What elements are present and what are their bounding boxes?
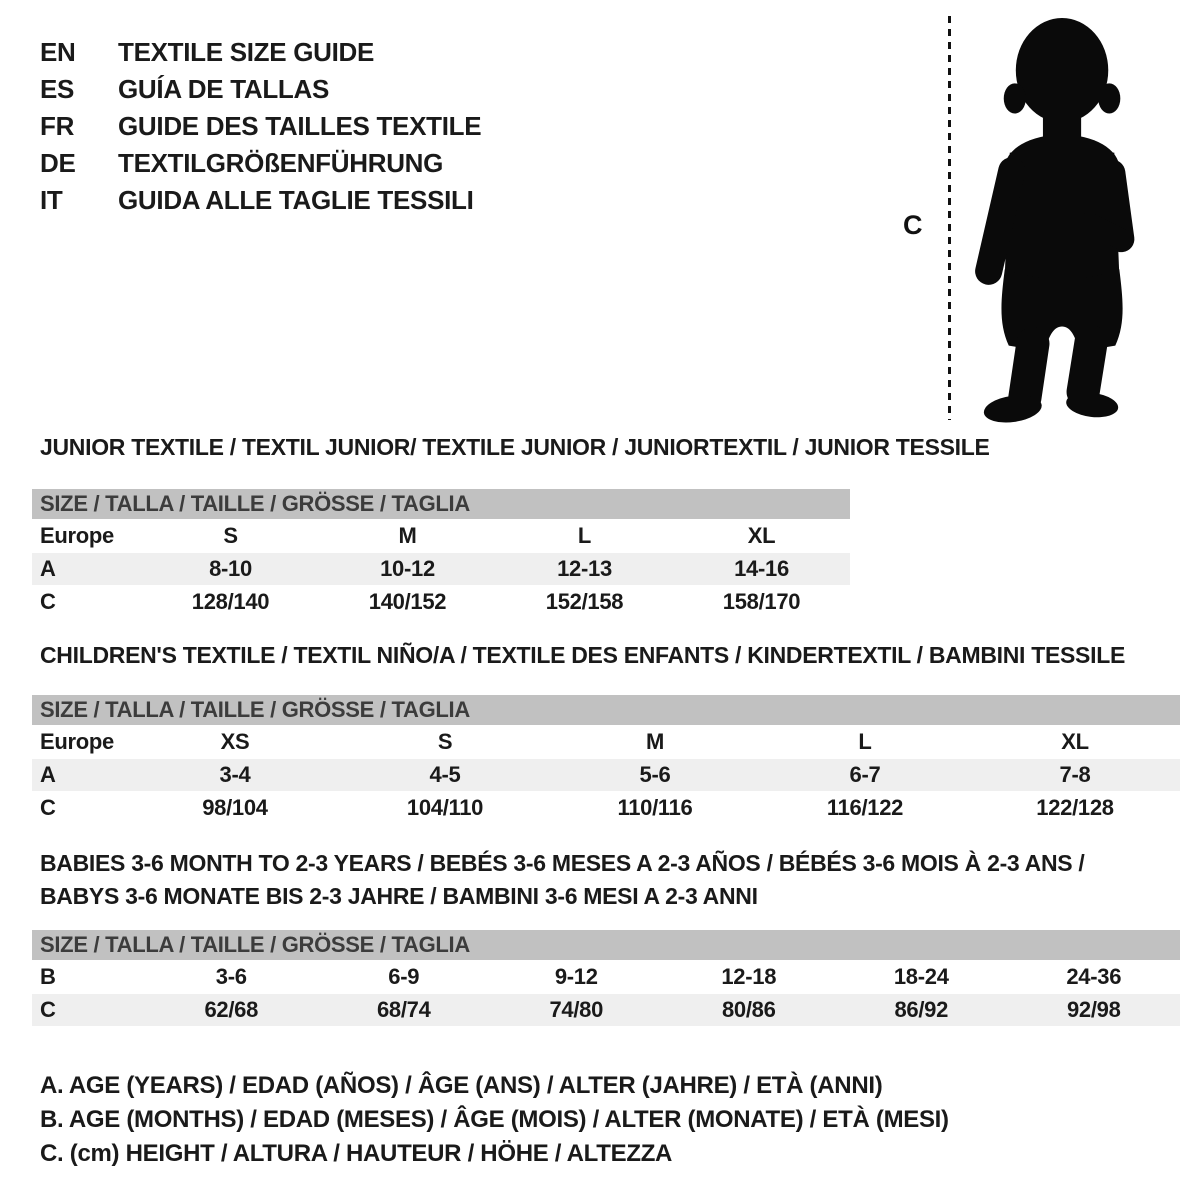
cell: 98/104 <box>202 795 268 820</box>
table-title-line: CHILDREN'S TEXTILE / TEXTIL NIÑO/A / TEXTILE DES ENFANTS / KINDERTEXTIL / BAMBINI TESSILE <box>40 642 1125 668</box>
cell: M <box>645 729 665 754</box>
table-row <box>32 553 850 585</box>
language-row <box>40 71 481 108</box>
legend <box>40 1069 949 1171</box>
row-label: C <box>40 795 56 820</box>
cell: XL <box>747 523 776 548</box>
legend-line: C. (cm) HEIGHT / ALTURA / HAUTEUR / HÖHE / ALTEZZA <box>40 1140 673 1167</box>
cell: 158/170 <box>722 589 801 614</box>
language-title: TEXTILE SIZE GUIDE <box>118 37 375 67</box>
cell: 128/140 <box>191 589 270 614</box>
row-label: A <box>40 556 56 581</box>
cell: 12-13 <box>557 556 612 581</box>
cell: 104/110 <box>406 795 484 820</box>
cell: 92/98 <box>1066 997 1121 1022</box>
table-title <box>32 847 1180 913</box>
table-title <box>32 639 1180 672</box>
size-header-band: SIZE / TALLA / TAILLE / GRÖSSE / TAGLIA <box>32 695 1180 725</box>
language-code: EN <box>40 37 76 67</box>
table-row <box>32 519 850 553</box>
cell: L <box>577 523 592 548</box>
cell: 10-12 <box>380 556 435 581</box>
language-row <box>40 145 481 182</box>
cell: 62/68 <box>204 997 259 1022</box>
cell: 8-10 <box>209 556 252 581</box>
table-rows <box>32 960 1180 1026</box>
language-title: TEXTILGRÖßENFÜHRUNG <box>118 148 444 178</box>
table-row <box>32 791 1180 825</box>
language-row <box>40 34 481 71</box>
toddler-silhouette-icon <box>962 12 1148 424</box>
junior-table-section <box>32 431 990 619</box>
table-row <box>32 725 1180 759</box>
cell: 6-9 <box>388 964 420 989</box>
language-code: FR <box>40 111 75 141</box>
table-rows <box>32 725 1180 825</box>
children-table-section <box>32 639 1180 825</box>
cell: 110/116 <box>617 795 693 820</box>
cell: S <box>437 729 453 754</box>
row-label: C <box>40 589 56 614</box>
cell: 152/158 <box>545 589 624 614</box>
cell: S <box>223 523 238 548</box>
cell: 3-6 <box>215 964 247 989</box>
table-title <box>32 431 990 464</box>
cell: XL <box>1061 729 1089 754</box>
cell: 140/152 <box>368 589 447 614</box>
language-title: GUIDE DES TAILLES TEXTILE <box>118 111 482 141</box>
cell: M <box>398 523 417 548</box>
size-header-band: SIZE / TALLA / TAILLE / GRÖSSE / TAGLIA <box>32 489 850 519</box>
language-code: IT <box>40 185 63 215</box>
language-row <box>40 108 481 145</box>
height-dimension-dashed-line <box>948 16 951 420</box>
cell: 7-8 <box>1059 762 1091 787</box>
cell: 18-24 <box>893 964 949 989</box>
cell: 5-6 <box>639 762 671 787</box>
table-title-line: BABYS 3-6 MONATE BIS 2-3 JAHRE / BAMBINI 3-6 MESI A 2-3 ANNI <box>40 883 758 909</box>
table <box>32 695 1180 825</box>
cell: 9-12 <box>554 964 598 989</box>
size-header-band: SIZE / TALLA / TAILLE / GRÖSSE / TAGLIA <box>32 930 1180 960</box>
table <box>32 489 850 619</box>
cell: XS <box>220 729 250 754</box>
language-code: DE <box>40 148 76 178</box>
cell: 116/122 <box>826 795 904 820</box>
cell: 74/80 <box>549 997 604 1022</box>
row-label: Europe <box>40 729 114 754</box>
language-title: GUÍA DE TALLAS <box>118 74 330 104</box>
table-row <box>32 960 1180 994</box>
table-row <box>32 759 1180 791</box>
cell: 6-7 <box>849 762 881 787</box>
table-title-line: BABIES 3-6 MONTH TO 2-3 YEARS / BEBÉS 3-6 MESES A 2-3 AÑOS / BÉBÉS 3-6 MOIS À 2-3 ANS / <box>40 850 1085 876</box>
table-rows <box>32 519 850 619</box>
language-row <box>40 182 481 219</box>
cell: 4-5 <box>429 762 461 787</box>
cell: 122/128 <box>1036 795 1114 820</box>
cell: 86/92 <box>894 997 949 1022</box>
language-code: ES <box>40 74 75 104</box>
row-label: B <box>40 964 56 989</box>
row-label: C <box>40 997 56 1022</box>
language-title: GUIDA ALLE TAGLIE TESSILI <box>118 185 474 215</box>
cell: 14-16 <box>734 556 789 581</box>
cell: 68/74 <box>376 997 431 1022</box>
cell: 24-36 <box>1066 964 1122 989</box>
row-label: A <box>40 762 56 787</box>
figure-height-label: C <box>903 210 923 240</box>
cell: 12-18 <box>721 964 777 989</box>
row-label: Europe <box>40 523 114 548</box>
cell: 80/86 <box>721 997 776 1022</box>
table <box>32 930 1180 1026</box>
cell: 3-4 <box>219 762 251 787</box>
legend-line: B. AGE (MONTHS) / EDAD (MESES) / ÂGE (MOIS) / ALTER (MONATE) / ETÀ (MESI) <box>40 1106 949 1133</box>
table-title-line: JUNIOR TEXTILE / TEXTIL JUNIOR/ TEXTILE JUNIOR / JUNIORTEXTIL / JUNIOR TESSILE <box>40 434 990 460</box>
legend-line: A. AGE (YEARS) / EDAD (AÑOS) / ÂGE (ANS) / ALTER (JAHRE) / ETÀ (ANNI) <box>40 1072 883 1099</box>
language-list <box>40 34 481 219</box>
cell: L <box>858 729 872 754</box>
babies-table-section <box>32 847 1180 1026</box>
table-row <box>32 585 850 619</box>
table-row <box>32 994 1180 1026</box>
